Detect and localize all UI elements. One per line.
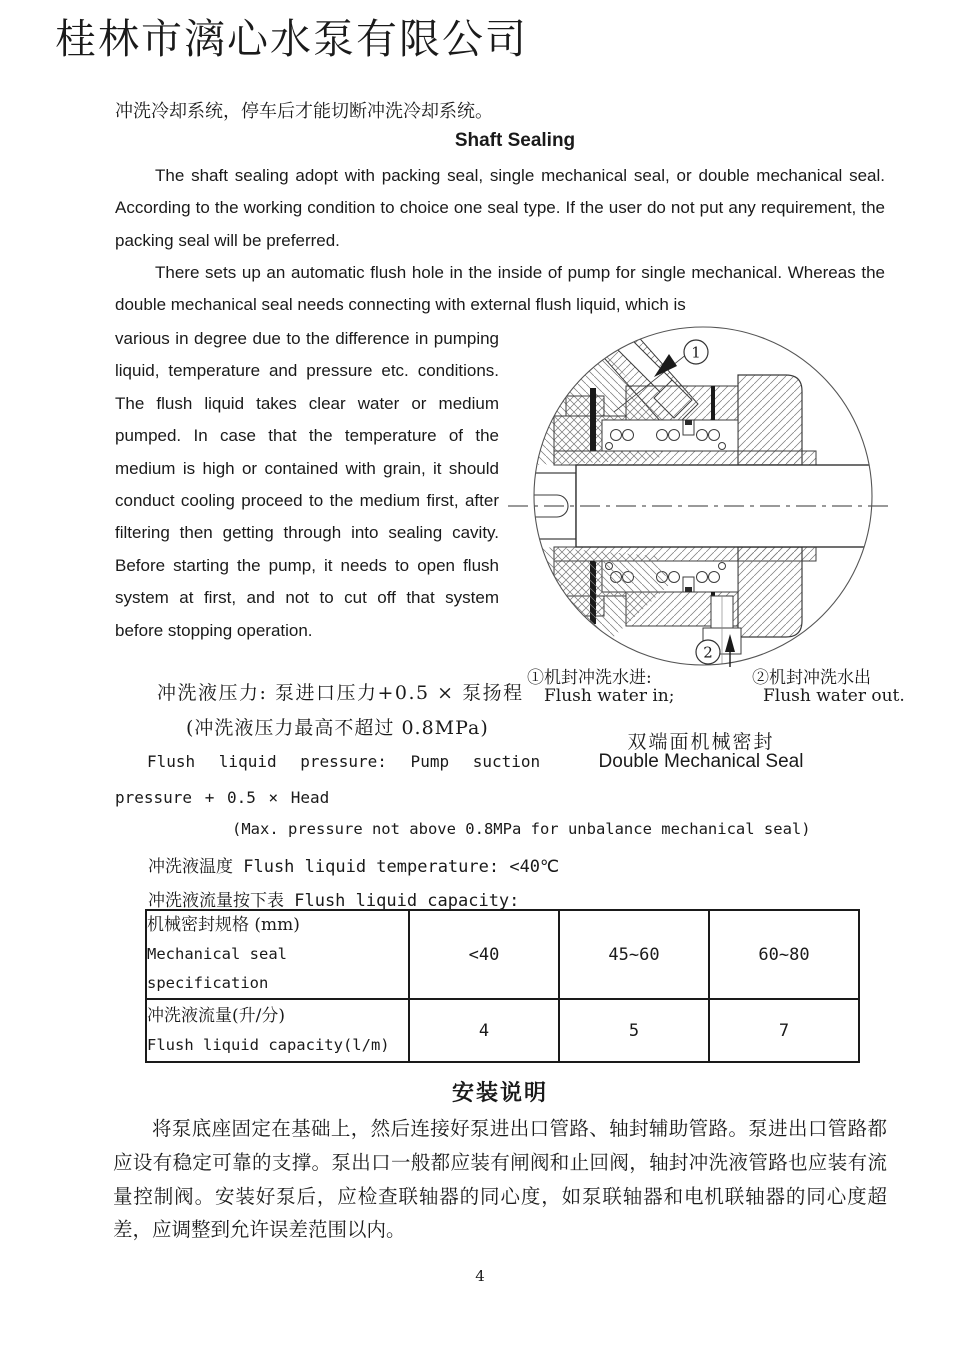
flush-pressure-formula-en-line1: Flush liquid pressure: Pump suction <box>147 752 541 771</box>
table-row <box>146 910 859 999</box>
section-title-installation: 安装说明 <box>451 1080 548 1105</box>
rowheader-spec-zh: 机械密封规格 (mm) <box>147 915 300 935</box>
table-cell: 5 <box>559 999 709 1062</box>
table-rowheader-capacity <box>146 999 409 1062</box>
callout-2-number: 2 <box>703 643 713 662</box>
gland-plate-lower <box>738 547 802 637</box>
table-cell: 60~80 <box>709 910 859 999</box>
mechanical-seal-diagram <box>506 320 896 668</box>
paragraph-flush-liquid: various in degree due to the difference in pumping liquid, temperature and pressure etc. conditions. The flush liquid takes clear water or medium pumped. In case that the temperature of the medium is high or contained with grain, it should conduct cooling proceed to the medium first, after filtering then getting through into sealing cavity. Before starting the pump, it needs to open flush system at first, and not to cut off that system before stopping operation. <box>115 329 499 640</box>
diagram-caption-zh: 双端面机械密封 <box>627 731 775 753</box>
table-cell: 4 <box>409 999 559 1062</box>
callout-1-label-en: Flush water in; <box>544 686 675 706</box>
flush-capacity-table <box>145 909 860 1063</box>
max-pressure-note: (Max. pressure not above 0.8MPa for unbalance mechanical seal) <box>232 820 811 838</box>
table-rowheader-spec <box>146 910 409 999</box>
intro-line: 冲洗冷却系统，停车后才能切断冲洗冷却系统。 <box>115 101 493 122</box>
paragraph-installation: 将泵底座固定在基础上，然后连接好泵进出口管路、轴封辅助管路。泵进出口管路都应设有稳定可靠的支撑。泵出口一般都应装有闸阀和止回阀，轴封冲洗液管路也应装有流量控制阀。安装好泵后，应检查联轴器的同心度，如泵联轴器和电机联轴器的同心度超差，应调整到允许误差范围以内。 <box>113 1117 887 1242</box>
flush-capacity-intro: 冲洗液流量按下表 Flush liquid capacity: <box>148 891 520 911</box>
flush-pressure-formula-en-line2: pressure + 0.5 × Head <box>115 788 330 807</box>
callout-2-label-zh: ②机封冲洗水出 <box>752 668 871 688</box>
rowheader-capacity-zh: 冲洗液流量(升/分) <box>147 1005 285 1026</box>
diagram-caption-en: Double Mechanical Seal <box>598 751 804 772</box>
paragraph-flush-hole: There sets up an automatic flush hole in the inside of pump for single mechanical. Whereas the double mechanical seal needs connecting with external flush liquid, which is <box>115 263 885 315</box>
table-cell: 7 <box>709 999 859 1062</box>
section-title-shaft-sealing: Shaft Sealing <box>454 130 576 151</box>
housing-wedge-lower <box>506 544 670 668</box>
table-cell: 45~60 <box>559 910 709 999</box>
table-cell: <40 <box>409 910 559 999</box>
shaft-sleeve-upper <box>554 451 816 465</box>
rowheader-spec-en: Mechanical seal specification <box>147 945 287 992</box>
table-row <box>146 999 859 1062</box>
page-number: 4 <box>475 1267 485 1285</box>
callout-1-number: 1 <box>691 343 701 362</box>
flush-pressure-formula-zh: 冲洗液压力: 泵进口压力+0.5 × 泵扬程 <box>157 682 524 704</box>
callout-1-label-zh: ①机封冲洗水进: <box>527 668 652 688</box>
callout-2-label-en: Flush water out. <box>763 686 905 706</box>
company-name-header: 桂林市漓心水泵有限公司 <box>55 16 528 62</box>
paragraph-seal-types: The shaft sealing adopt with packing seal, single mechanical seal, or double mechanical seal. According to the working condition to choice one seal type. If the user do not put any requirement, the packing seal will be preferred. <box>115 166 885 250</box>
flush-temperature-line: 冲洗液温度 Flush liquid temperature: <40℃ <box>148 857 560 877</box>
flush-pressure-limit-zh: (冲洗液压力最高不超过 0.8MPa) <box>186 717 489 739</box>
rowheader-capacity-en: Flush liquid capacity(l/m) <box>147 1035 390 1054</box>
